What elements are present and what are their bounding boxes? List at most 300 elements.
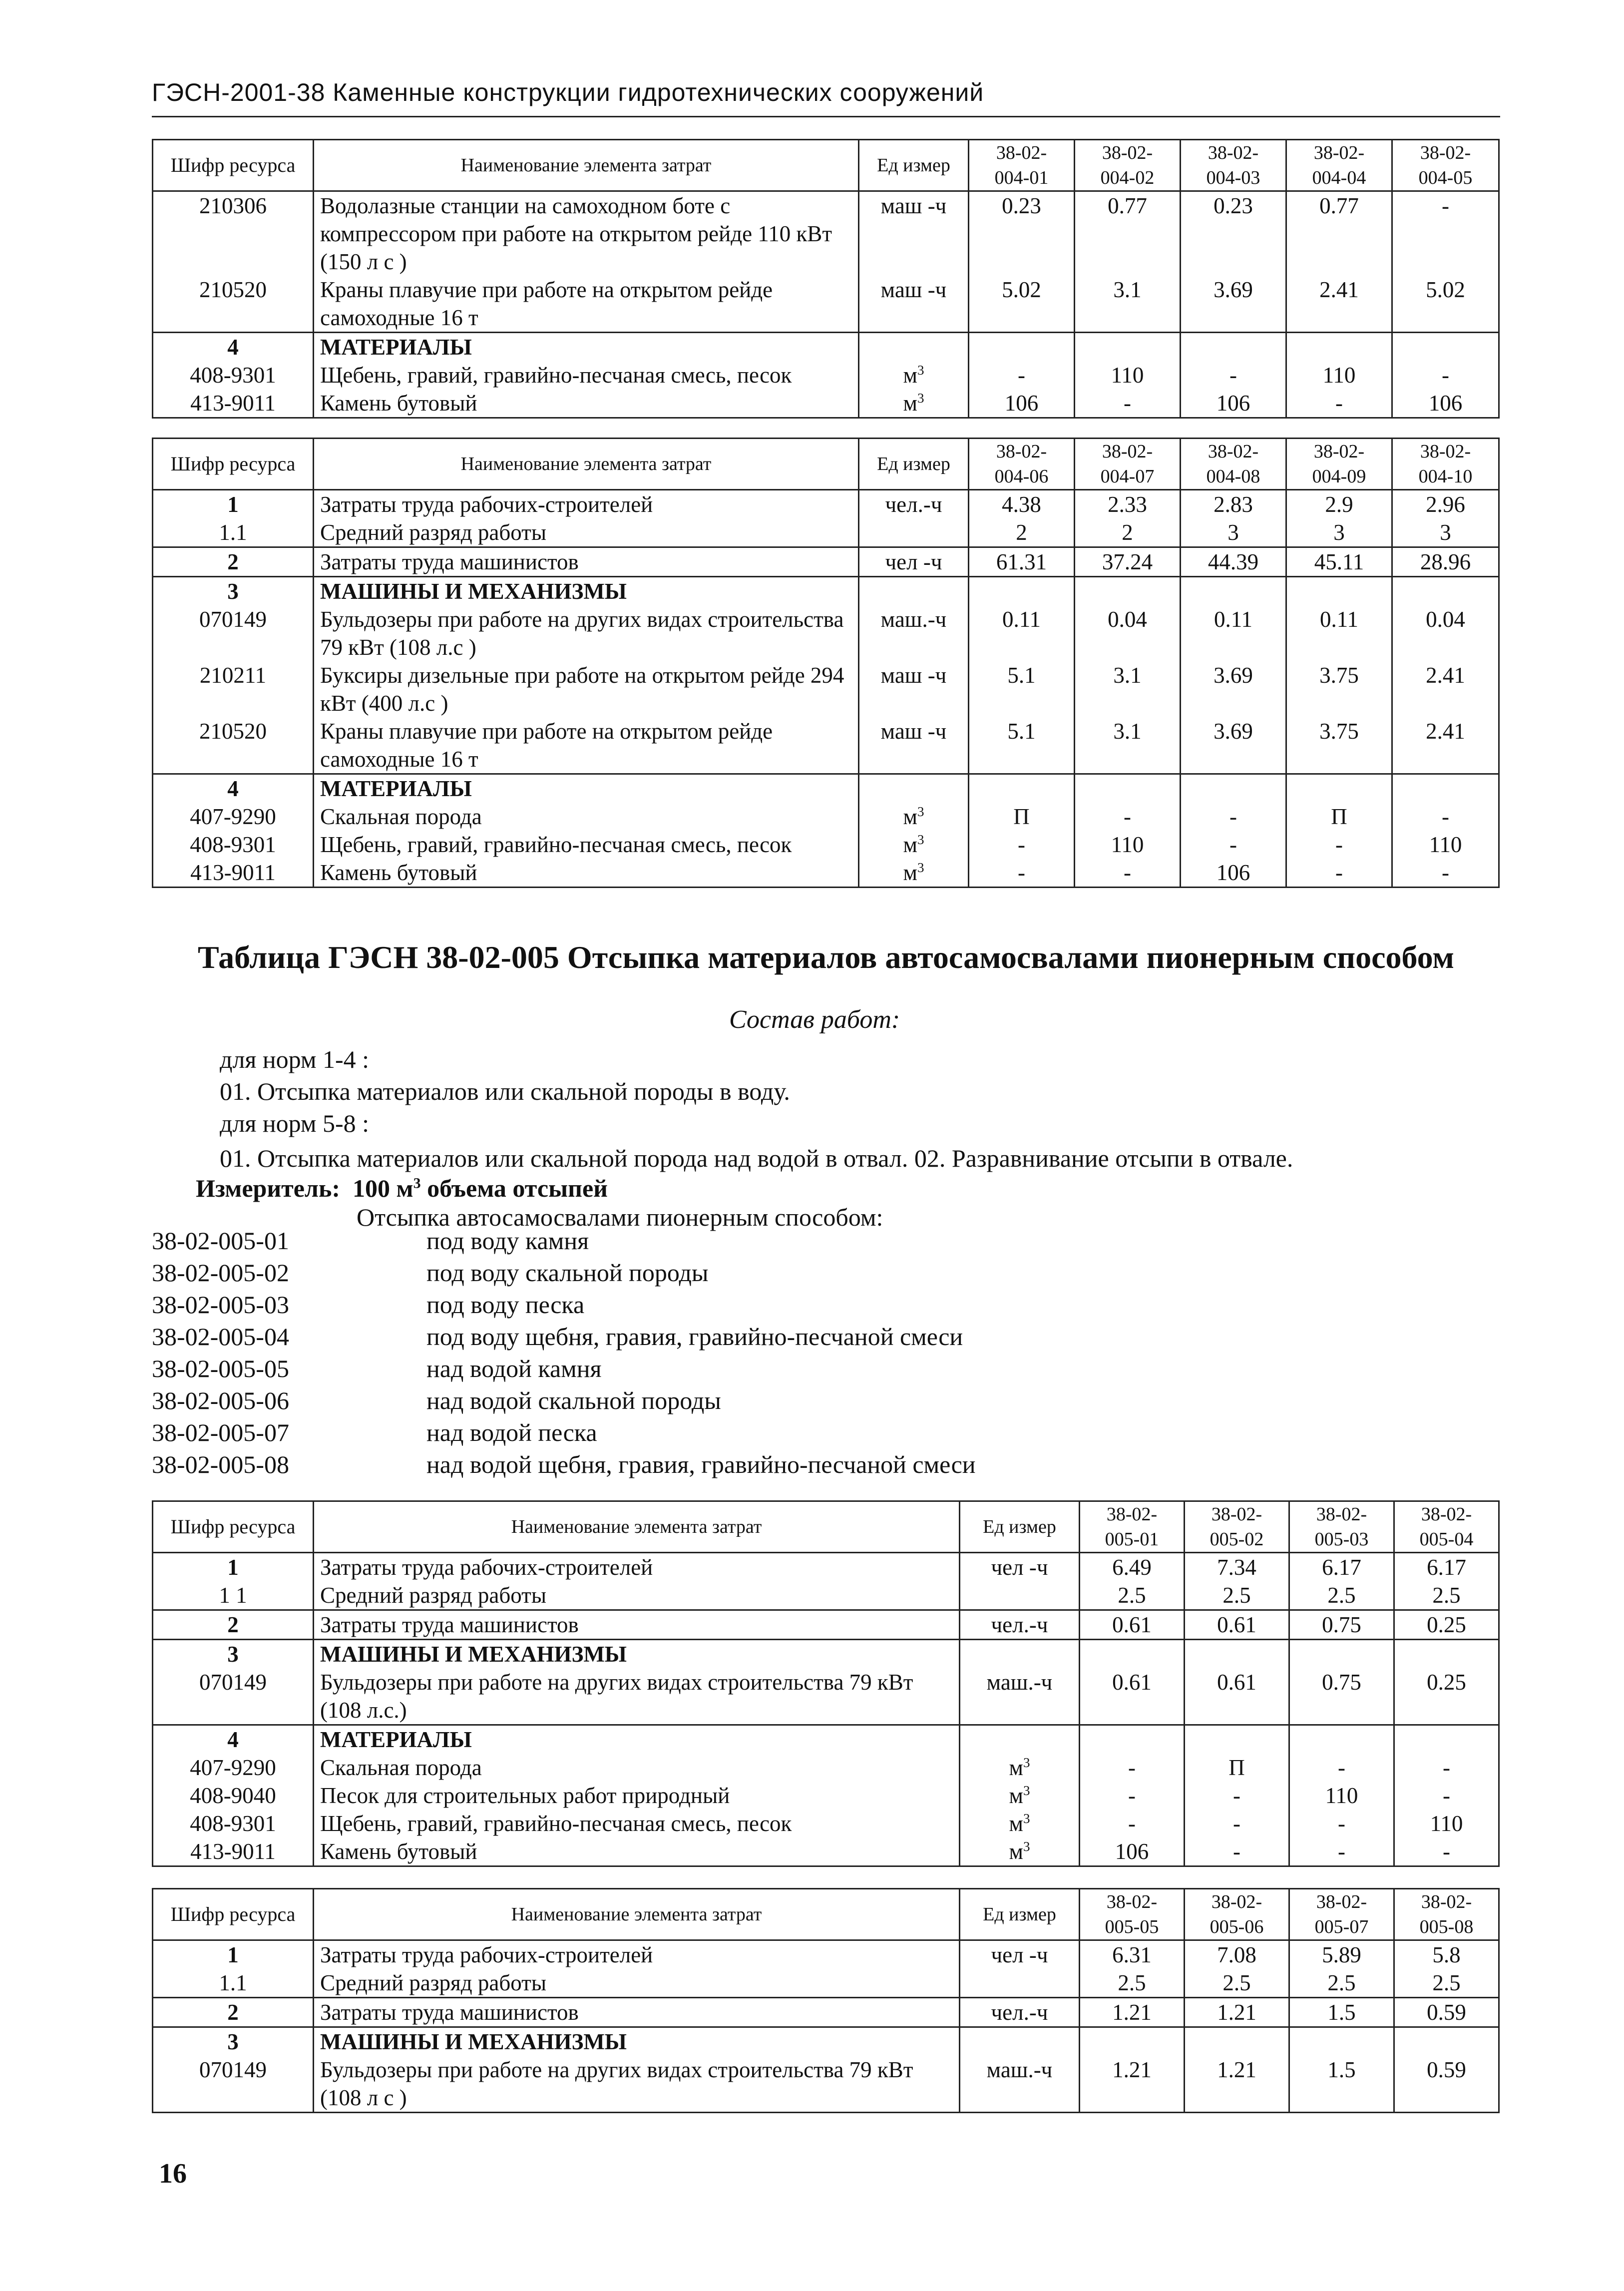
table-row	[153, 577, 1499, 606]
resource-name: Средний разряд работы	[314, 1969, 960, 1998]
header-code: Шифр ресурса	[153, 1501, 314, 1553]
norm-value: 7.34	[1185, 1553, 1289, 1582]
norm-value: 2.5	[1394, 1581, 1499, 1610]
norm-value	[1185, 1640, 1289, 1669]
resource-name: Затраты труда машинистов	[314, 1998, 960, 2027]
norm-value: 6.17	[1394, 1553, 1499, 1582]
norm-value: 2	[969, 518, 1075, 547]
norm-value	[1185, 1725, 1289, 1754]
resource-name: МАТЕРИАЛЫ	[314, 1725, 960, 1754]
norms-5-8-work: 01. Отсыпка материалов или скальной порода над водой в отвал. 02. Разравнивание отсыпи в отвале.	[220, 1144, 1293, 1172]
norm-value: П	[969, 803, 1075, 831]
resource-code: 210520	[153, 717, 314, 774]
resource-name: Камень бутовый	[314, 389, 859, 418]
table-row	[153, 1837, 1499, 1866]
norm-value: -	[969, 361, 1075, 389]
resource-code: 070149	[153, 2056, 314, 2113]
norm-value: 2.5	[1289, 1969, 1394, 1998]
resource-unit: чел.-ч	[960, 1998, 1080, 2027]
norm-code-item	[152, 1416, 976, 1448]
norm-value: 1.21	[1080, 1998, 1185, 2027]
resource-name: МАТЕРИАЛЫ	[314, 333, 859, 362]
header-name: Наименование элемента затрат	[314, 1501, 960, 1553]
norm-value: 106	[1181, 389, 1286, 418]
norm-code-list	[152, 1225, 976, 1480]
norm-value: -	[1181, 831, 1286, 859]
table-row	[153, 1754, 1499, 1782]
norm-value: -	[1185, 1810, 1289, 1837]
norm-value: 2.5	[1185, 1969, 1289, 1998]
norm-value: 0.25	[1394, 1610, 1499, 1640]
table-row	[153, 389, 1499, 418]
norm-value: 2.5	[1394, 1969, 1499, 1998]
table-row	[153, 1782, 1499, 1810]
norm-value: 106	[969, 389, 1075, 418]
norm-description: над водой песка	[426, 1418, 597, 1446]
resource-name: Буксиры дизельные при работе на открытом рейде 294 кВт (400 л.с )	[314, 661, 859, 717]
resource-unit: маш -ч	[859, 276, 969, 333]
norm-value	[1394, 2027, 1499, 2056]
resource-name: Затраты труда рабочих-строителей	[314, 1940, 960, 1969]
table-row	[153, 547, 1499, 577]
norm-value: -	[1289, 1810, 1394, 1837]
norm-value: 2.5	[1289, 1581, 1394, 1610]
resource-code: 413-9011	[153, 389, 314, 418]
norm-value: 0.23	[969, 191, 1075, 276]
resource-code: 2	[153, 547, 314, 577]
norm-value	[1181, 774, 1286, 803]
norm-value	[1080, 1725, 1185, 1754]
norm-code-item	[152, 1289, 976, 1321]
table-row	[153, 1610, 1499, 1640]
norm-value: -	[1286, 389, 1392, 418]
norm-value: -	[969, 859, 1075, 888]
resource-unit: $м^3$	[960, 1754, 1080, 1782]
resource-code: 4	[153, 333, 314, 362]
table-row	[153, 2056, 1499, 2113]
norm-value: 44.39	[1181, 547, 1286, 577]
resource-code: 070149	[153, 605, 314, 661]
header-norm-code: 38-02- 005-06	[1185, 1889, 1289, 1940]
resource-code: 408-9301	[153, 361, 314, 389]
resource-code: 1.1	[153, 1969, 314, 1998]
norm-value	[1392, 774, 1499, 803]
norm-value	[1181, 577, 1286, 606]
norm-value: 6.49	[1080, 1553, 1185, 1582]
resource-code: 3	[153, 1640, 314, 1669]
norm-value: 28.96	[1392, 547, 1499, 577]
resource-name: Затраты труда машинистов	[314, 1610, 960, 1640]
norm-value	[1392, 333, 1499, 362]
table-row	[153, 333, 1499, 362]
header-name: Наименование элемента затрат	[314, 439, 859, 490]
norm-value: -	[969, 831, 1075, 859]
norm-description: под воду скальной породы	[426, 1259, 709, 1287]
norm-value: 0.11	[1286, 605, 1392, 661]
norm-value: 5.1	[969, 717, 1075, 774]
norm-value	[969, 577, 1075, 606]
table-row	[153, 1940, 1499, 1969]
resource-unit: $м^3$	[859, 831, 969, 859]
table-row	[153, 859, 1499, 888]
resource-unit: маш.-ч	[859, 605, 969, 661]
norm-value: -	[1289, 1754, 1394, 1782]
resource-name: Щебень, гравий, гравийно-песчаная смесь, песок	[314, 1810, 960, 1837]
resource-unit	[859, 333, 969, 362]
norm-value	[1080, 1640, 1185, 1669]
resource-code: 1 1	[153, 1581, 314, 1610]
norm-value: 3.69	[1181, 276, 1286, 333]
norm-code: 38-02-005-08	[152, 1450, 289, 1478]
resource-code: 408-9040	[153, 1782, 314, 1810]
norm-value	[969, 333, 1075, 362]
norm-value: 2.41	[1286, 276, 1392, 333]
resource-unit: $м^3$	[859, 859, 969, 888]
table-row	[153, 276, 1499, 333]
norm-code-item	[152, 1225, 976, 1257]
norm-description: под воду щебня, гравия, гравийно-песчаной смеси	[426, 1323, 963, 1351]
header-norm-code: 38-02- 004-06	[969, 439, 1075, 490]
header-norm-code: 38-02- 005-03	[1289, 1501, 1394, 1553]
header-code: Шифр ресурса	[153, 439, 314, 490]
norm-value: -	[1394, 1837, 1499, 1866]
resource-code: 210520	[153, 276, 314, 333]
resource-unit	[960, 1969, 1080, 1998]
resource-name: Средний разряд работы	[314, 518, 859, 547]
norms-1-4-label: для норм 1-4 :	[220, 1045, 370, 1073]
header-norm-code: 38-02- 005-08	[1394, 1889, 1499, 1940]
resource-unit: $м^3$	[859, 803, 969, 831]
resource-code: 1	[153, 1553, 314, 1582]
resource-name: Бульдозеры при работе на других видах строительства 79 кВт (108 л.с.)	[314, 1668, 960, 1725]
header-code: Шифр ресурса	[153, 1889, 314, 1940]
norm-code: 38-02-005-06	[152, 1386, 289, 1414]
norm-value: -	[1394, 1754, 1499, 1782]
norm-value: 2.5	[1080, 1969, 1185, 1998]
norm-value: 3.1	[1075, 661, 1181, 717]
norm-value: -	[1075, 803, 1181, 831]
header-norm-code: 38-02- 004-02	[1075, 140, 1181, 191]
norm-value: -	[1185, 1837, 1289, 1866]
header-norm-code: 38-02- 005-07	[1289, 1889, 1394, 1940]
resource-code: 408-9301	[153, 1810, 314, 1837]
norm-value: -	[1392, 803, 1499, 831]
norms-5-8-label: для норм 5-8 :	[220, 1109, 370, 1137]
resource-name: МАШИНЫ И МЕХАНИЗМЫ	[314, 577, 859, 606]
norm-value: 1.5	[1289, 2056, 1394, 2113]
resource-table-004-01-05	[152, 139, 1500, 419]
norm-value: 110	[1392, 831, 1499, 859]
header-rule	[152, 116, 1500, 117]
norm-value: 0.23	[1181, 191, 1286, 276]
table-row	[153, 1998, 1499, 2027]
resource-name: Камень бутовый	[314, 1837, 960, 1866]
header-norm-code: 38-02- 004-09	[1286, 439, 1392, 490]
table-row	[153, 831, 1499, 859]
norm-value: 5.89	[1289, 1940, 1394, 1969]
norm-value: 3.69	[1181, 717, 1286, 774]
norm-value: 37.24	[1075, 547, 1181, 577]
norm-description: над водой щебня, гравия, гравийно-песчаной смеси	[426, 1450, 976, 1478]
header-norm-code: 38-02- 005-04	[1394, 1501, 1499, 1553]
resource-unit: маш.-ч	[960, 2056, 1080, 2113]
resource-code: 2	[153, 1610, 314, 1640]
table-row	[153, 490, 1499, 519]
norm-value: 0.77	[1286, 191, 1392, 276]
resource-name: Скальная порода	[314, 1754, 960, 1782]
header-norm-code: 38-02- 004-08	[1181, 439, 1286, 490]
norm-value: 3	[1392, 518, 1499, 547]
table-row	[153, 803, 1499, 831]
norm-value	[1286, 774, 1392, 803]
header-norm-code: 38-02- 004-07	[1075, 439, 1181, 490]
work-composition-label: Состав работ:	[729, 1005, 900, 1034]
resource-unit	[960, 1640, 1080, 1669]
norm-value: 3.75	[1286, 661, 1392, 717]
norm-value: 1.21	[1185, 1998, 1289, 2027]
work-subtitle: Отсыпка автосамосвалами пионерным способом:	[357, 1203, 883, 1231]
norm-value	[1080, 2027, 1185, 2056]
norm-value: 5.1	[969, 661, 1075, 717]
norm-value: 110	[1075, 831, 1181, 859]
norm-value: 6.31	[1080, 1940, 1185, 1969]
norm-value: -	[1075, 389, 1181, 418]
resource-table-005-01-04	[152, 1500, 1500, 1867]
table-row	[153, 191, 1499, 276]
resource-unit: $м^3$	[960, 1810, 1080, 1837]
norm-value: 2.5	[1080, 1581, 1185, 1610]
norm-code-item	[152, 1384, 976, 1416]
resource-name: МАТЕРИАЛЫ	[314, 774, 859, 803]
resource-unit	[960, 1581, 1080, 1610]
header-norm-code: 38-02- 004-01	[969, 140, 1075, 191]
norm-value: -	[1075, 859, 1181, 888]
norm-value	[1289, 1725, 1394, 1754]
resource-code: 3	[153, 577, 314, 606]
header-unit: Ед измер	[859, 140, 969, 191]
norm-value	[1286, 577, 1392, 606]
resource-code: 407-9290	[153, 803, 314, 831]
resource-name: Средний разряд работы	[314, 1581, 960, 1610]
resource-unit	[859, 774, 969, 803]
norm-value: 0.61	[1185, 1668, 1289, 1725]
norm-value: 0.25	[1394, 1668, 1499, 1725]
header-name: Наименование элемента затрат	[314, 140, 859, 191]
resource-name: МАШИНЫ И МЕХАНИЗМЫ	[314, 2027, 960, 2056]
norms-1-4-work: 01. Отсыпка материалов или скальной породы в воду.	[220, 1077, 790, 1105]
resource-code: 070149	[153, 1668, 314, 1725]
meter-label: Измеритель: 100 $м^3$ объема отсыпей	[196, 1174, 608, 1202]
resource-name: Затраты труда рабочих-строителей	[314, 1553, 960, 1582]
norm-value: 5.02	[1392, 276, 1499, 333]
resource-name: Бульдозеры при работе на других видах строительства 79 кВт (108 л.с )	[314, 605, 859, 661]
table-row	[153, 1969, 1499, 1998]
norm-value: 110	[1289, 1782, 1394, 1810]
norm-value: 3.1	[1075, 717, 1181, 774]
table-row	[153, 1640, 1499, 1669]
resource-name: Краны плавучие при работе на открытом рейде самоходные 16 т	[314, 276, 859, 333]
resource-unit: $м^3$	[960, 1782, 1080, 1810]
resource-code: 1	[153, 1940, 314, 1969]
norm-value: -	[1289, 1837, 1394, 1866]
norm-value	[1392, 577, 1499, 606]
resource-unit: чел -ч	[859, 547, 969, 577]
resource-name: Камень бутовый	[314, 859, 859, 888]
norm-value: 0.61	[1080, 1610, 1185, 1640]
table-row	[153, 518, 1499, 547]
header-norm-code: 38-02- 004-10	[1392, 439, 1499, 490]
table-row	[153, 1553, 1499, 1582]
norm-code: 38-02-005-02	[152, 1259, 289, 1287]
header-norm-code: 38-02- 005-02	[1185, 1501, 1289, 1553]
table-row	[153, 717, 1499, 774]
resource-unit: маш.-ч	[960, 1668, 1080, 1725]
resource-name: Щебень, гравий, гравийно-песчаная смесь, песок	[314, 361, 859, 389]
norm-value	[1394, 1725, 1499, 1754]
table-header-row	[153, 1501, 1499, 1553]
norm-value	[1289, 1640, 1394, 1669]
norm-value	[1394, 1640, 1499, 1669]
norm-value: -	[1392, 859, 1499, 888]
norm-value: -	[1392, 191, 1499, 276]
resource-unit	[960, 1725, 1080, 1754]
norm-value: 3.75	[1286, 717, 1392, 774]
norm-value: 0.75	[1289, 1610, 1394, 1640]
norm-value: 5.02	[969, 276, 1075, 333]
norm-value: -	[1181, 361, 1286, 389]
norm-value: 0.11	[969, 605, 1075, 661]
table-row	[153, 1810, 1499, 1837]
norm-description: под воду песка	[426, 1291, 585, 1319]
table-row	[153, 1581, 1499, 1610]
norm-value: -	[1080, 1810, 1185, 1837]
resource-code: 210211	[153, 661, 314, 717]
norm-value: П	[1185, 1754, 1289, 1782]
norm-value: 2.96	[1392, 490, 1499, 519]
norm-value: 106	[1392, 389, 1499, 418]
resource-name: Краны плавучие при работе на открытом рейде самоходные 16 т	[314, 717, 859, 774]
norm-value: 2.41	[1392, 717, 1499, 774]
norm-description: над водой скальной породы	[426, 1386, 721, 1414]
resource-unit: маш -ч	[859, 661, 969, 717]
norm-value: 3	[1181, 518, 1286, 547]
resource-unit	[859, 518, 969, 547]
table-row	[153, 2027, 1499, 2056]
header-name: Наименование элемента затрат	[314, 1889, 960, 1940]
resource-code: 413-9011	[153, 1837, 314, 1866]
header-code: Шифр ресурса	[153, 140, 314, 191]
table-row	[153, 774, 1499, 803]
norm-value	[1075, 333, 1181, 362]
norm-value	[1075, 774, 1181, 803]
norm-value	[1289, 2027, 1394, 2056]
resource-code: 407-9290	[153, 1754, 314, 1782]
norm-value: 0.04	[1075, 605, 1181, 661]
table-row	[153, 361, 1499, 389]
norm-value: 0.11	[1181, 605, 1286, 661]
norm-value: 0.61	[1080, 1668, 1185, 1725]
header-norm-code: 38-02- 004-04	[1286, 140, 1392, 191]
norm-code-item	[152, 1353, 976, 1384]
norm-code: 38-02-005-01	[152, 1227, 289, 1255]
norm-value: 61.31	[969, 547, 1075, 577]
norm-code: 38-02-005-03	[152, 1291, 289, 1319]
norm-value	[1286, 333, 1392, 362]
norm-value: 2.33	[1075, 490, 1181, 519]
norm-value	[1185, 2027, 1289, 2056]
resource-table-005-05-08	[152, 1888, 1500, 2113]
resource-code: 1	[153, 490, 314, 519]
resource-code: 210306	[153, 191, 314, 276]
resource-name: Затраты труда машинистов	[314, 547, 859, 577]
resource-unit	[960, 2027, 1080, 2056]
norm-value: 110	[1075, 361, 1181, 389]
norm-value: 0.61	[1185, 1610, 1289, 1640]
norm-value: 3.69	[1181, 661, 1286, 717]
norm-value: -	[1185, 1782, 1289, 1810]
resource-unit: маш -ч	[859, 191, 969, 276]
norm-value: -	[1286, 859, 1392, 888]
norm-code-item	[152, 1448, 976, 1480]
header-norm-code: 38-02- 004-05	[1392, 140, 1499, 191]
norm-value: 0.59	[1394, 2056, 1499, 2113]
norm-value: 1.5	[1289, 1998, 1394, 2027]
table-row	[153, 1725, 1499, 1754]
running-header: ГЭСН-2001-38 Каменные конструкции гидротехнических сооружений	[152, 78, 984, 106]
resource-name: Водолазные станции на самоходном боте с компрессором при работе на открытом рейде 110 кВт (150 л с )	[314, 191, 859, 276]
norm-value: -	[1181, 803, 1286, 831]
norm-value: 3	[1286, 518, 1392, 547]
resource-unit: чел.-ч	[859, 490, 969, 519]
norm-value: -	[1392, 361, 1499, 389]
norm-code: 38-02-005-05	[152, 1355, 289, 1382]
resource-name: Скальная порода	[314, 803, 859, 831]
norm-value: 6.17	[1289, 1553, 1394, 1582]
header-unit: Ед измер	[960, 1889, 1080, 1940]
resource-code: 4	[153, 774, 314, 803]
table-row	[153, 1668, 1499, 1725]
norm-description: под воду камня	[426, 1227, 589, 1255]
norm-value: -	[1394, 1782, 1499, 1810]
norm-value	[1075, 577, 1181, 606]
norm-value: 0.04	[1392, 605, 1499, 661]
norm-value: 106	[1181, 859, 1286, 888]
resource-name: Песок для строительных работ природный	[314, 1782, 960, 1810]
resource-unit: чел -ч	[960, 1553, 1080, 1582]
norm-description: над водой камня	[426, 1355, 602, 1382]
norm-value	[969, 774, 1075, 803]
norm-value: 45.11	[1286, 547, 1392, 577]
norm-value: -	[1080, 1754, 1185, 1782]
table-row	[153, 605, 1499, 661]
resource-code: 3	[153, 2027, 314, 2056]
resource-code: 1.1	[153, 518, 314, 547]
table-header-row	[153, 140, 1499, 191]
norm-value: 2.5	[1185, 1581, 1289, 1610]
table-header-row	[153, 439, 1499, 490]
resource-unit: чел -ч	[960, 1940, 1080, 1969]
meter-value: 100 $м^3$ объема отсыпей	[353, 1174, 608, 1202]
norm-value: -	[1080, 1782, 1185, 1810]
norm-code: 38-02-005-07	[152, 1418, 289, 1446]
page-number: 16	[159, 2158, 187, 2189]
norm-value: 110	[1394, 1810, 1499, 1837]
header-unit: Ед измер	[960, 1501, 1080, 1553]
norm-value	[1181, 333, 1286, 362]
norm-value: 2.83	[1181, 490, 1286, 519]
resource-unit: $м^3$	[859, 361, 969, 389]
resource-table-004-06-10	[152, 438, 1500, 888]
